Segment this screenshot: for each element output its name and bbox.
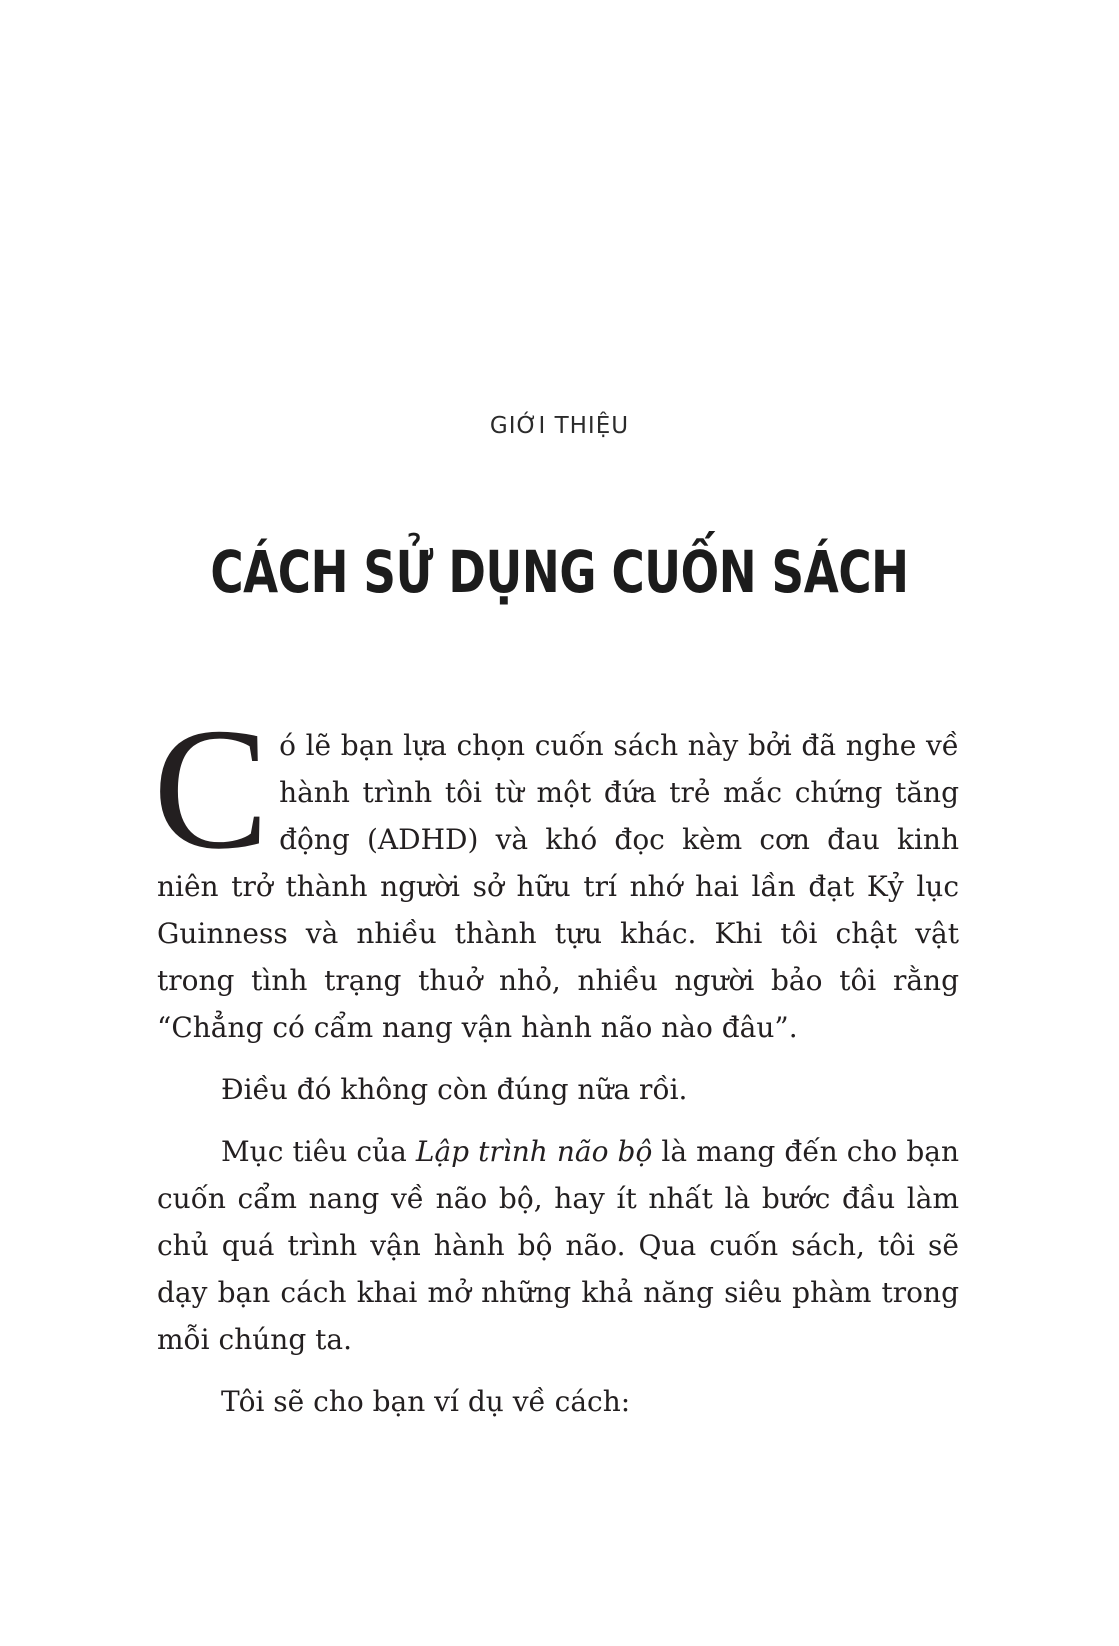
body-text <box>153 692 960 1425</box>
paragraph-intro <box>153 692 959 1051</box>
paragraph-goal <box>157 1128 959 1363</box>
paragraph-goal-after: là mang đến cho bạn cuốn cẩm nang về não bộ, hay ít nhất là bước đầu làm chủ quá trình vận hành bộ não. Qua cuốn sách, tôi sẽ dạy bạn cách khai mở những khả năng siêu phàm trong mỗi chúng ta. <box>157 1135 960 1356</box>
drop-cap: C <box>153 692 270 885</box>
paragraph-intro-text: ó lẽ bạn lựa chọn cuốn sách này bởi đã nghe về hành trình tôi từ một đứa trẻ mắc chứng tăng động (ADHD) và khó đọc kèm cơn đau kinh niên trở thành người sở hữu trí nhớ hai lần đạt Kỷ lục Guinness và nhiều thành tựu khác. Khi tôi chật vật trong tình trạng thuở nhỏ, nhiều người bảo tôi rằng “Chẳng có cẩm nang vận hành não nào đâu”. <box>157 729 959 1044</box>
book-title-italic: Lập trình não bộ <box>415 1135 653 1168</box>
paragraph-goal-before: Mục tiêu của <box>221 1135 416 1168</box>
chapter-title: CÁCH SỬ DỤNG CUỐN SÁCH <box>210 538 909 606</box>
paragraph-examples-lead: Tôi sẽ cho bạn ví dụ về cách: <box>221 1385 631 1418</box>
paragraph-statement: Điều đó không còn đúng nữa rồi. <box>221 1073 688 1106</box>
section-label: GIỚI THIỆU <box>489 413 630 439</box>
